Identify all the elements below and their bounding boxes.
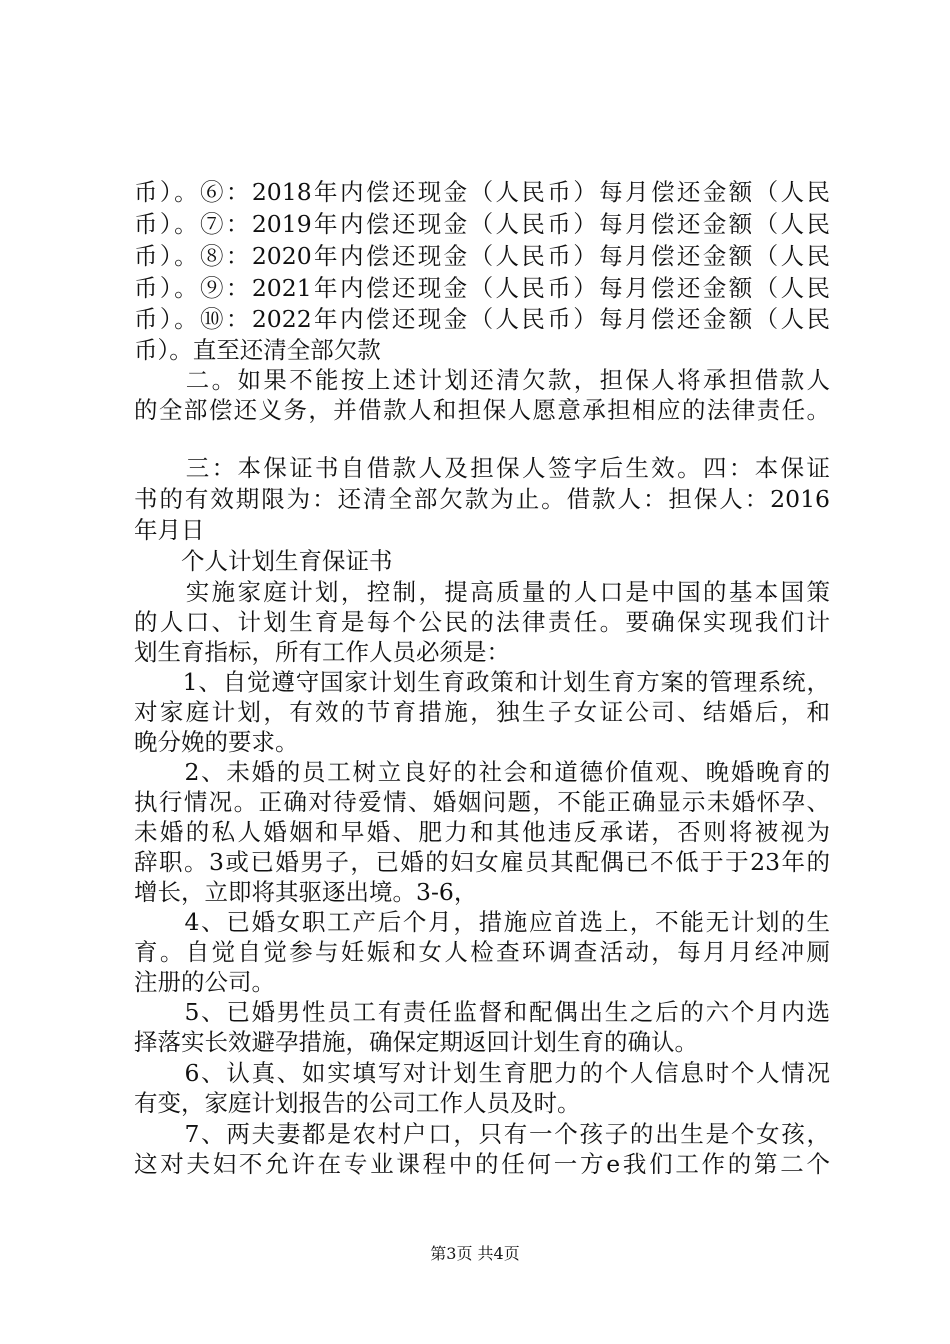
body-line: 对家庭计划，有效的节育措施，独生子女证公司、结婚后，和 <box>134 698 830 726</box>
body-line: 育。自觉自觉参与妊娠和女人检查环调查活动，每月月经冲厕 <box>134 938 830 966</box>
body-line: 书的有效期限为：还清全部欠款为止。借款人：担保人：2016 <box>134 485 830 513</box>
body-line: 择落实长效避孕措施，确保定期返回计划生育的确认。 <box>134 1028 698 1056</box>
body-line: 划生育指标，所有工作人员必须是： <box>134 638 510 666</box>
body-line: 2、未婚的员工树立良好的社会和道德价值观、晚婚晚育的 <box>134 758 830 786</box>
body-line: 这对夫妇不允许在专业课程中的任何一方e我们工作的第二个 <box>134 1150 830 1178</box>
body-line: 币）。⑨：2021年内偿还现金（人民币）每月偿还金额（人民 <box>134 274 830 302</box>
body-line: 7、两夫妻都是农村户口，只有一个孩子的出生是个女孩， <box>134 1120 830 1148</box>
body-line: 5、已婚男性员工有责任监督和配偶出生之后的六个月内选 <box>134 998 830 1026</box>
body-line: 增长，立即将其驱逐出境。3-6， <box>134 878 478 906</box>
body-line: 的人口、计划生育是每个公民的法律责任。要确保实现我们计 <box>134 608 830 636</box>
body-line: 币）。⑥：2018年内偿还现金（人民币）每月偿还金额（人民 <box>134 178 830 206</box>
body-line: 二。如果不能按上述计划还清欠款，担保人将承担借款人 <box>134 366 830 394</box>
body-line: 年月日 <box>134 516 205 544</box>
body-line: 币）。直至还清全部欠款 <box>134 336 381 364</box>
body-line: 注册的公司。 <box>134 968 275 996</box>
body-line: 辞职。3或已婚男子，已婚的妇女雇员其配偶已不低于于23年的 <box>134 848 830 876</box>
body-line: 三：本保证书自借款人及担保人签字后生效。四：本保证 <box>134 454 830 482</box>
body-line: 1、自觉遵守国家计划生育政策和计划生育方案的管理系统， <box>134 668 830 696</box>
body-line: 币）。⑦：2019年内偿还现金（人民币）每月偿还金额（人民 <box>134 210 830 238</box>
page-footer: 第3页 共4页 <box>430 1244 520 1263</box>
body-line: 晚分娩的要求。 <box>134 728 299 756</box>
section-title: 个人计划生育保证书 <box>134 547 393 575</box>
body-line: 实施家庭计划，控制，提高质量的人口是中国的基本国策 <box>134 578 830 606</box>
body-line: 6、认真、如实填写对计划生育肥力的个人信息时个人情况 <box>134 1059 830 1087</box>
body-line: 4、已婚女职工产后个月，措施应首选上，不能无计划的生 <box>134 908 830 936</box>
body-line: 执行情况。正确对待爱情、婚姻问题，不能正确显示未婚怀孕、 <box>134 788 830 816</box>
body-line: 的全部偿还义务，并借款人和担保人愿意承担相应的法律责任。 <box>134 396 830 424</box>
body-line: 未婚的私人婚姻和早婚、肥力和其他违反承诺，否则将被视为 <box>134 818 830 846</box>
body-line: 有变，家庭计划报告的公司工作人员及时。 <box>134 1089 581 1117</box>
body-line: 币）。⑧：2020年内偿还现金（人民币）每月偿还金额（人民 <box>134 242 830 270</box>
body-line: 币）。⑩：2022年内偿还现金（人民币）每月偿还金额（人民 <box>134 305 830 333</box>
